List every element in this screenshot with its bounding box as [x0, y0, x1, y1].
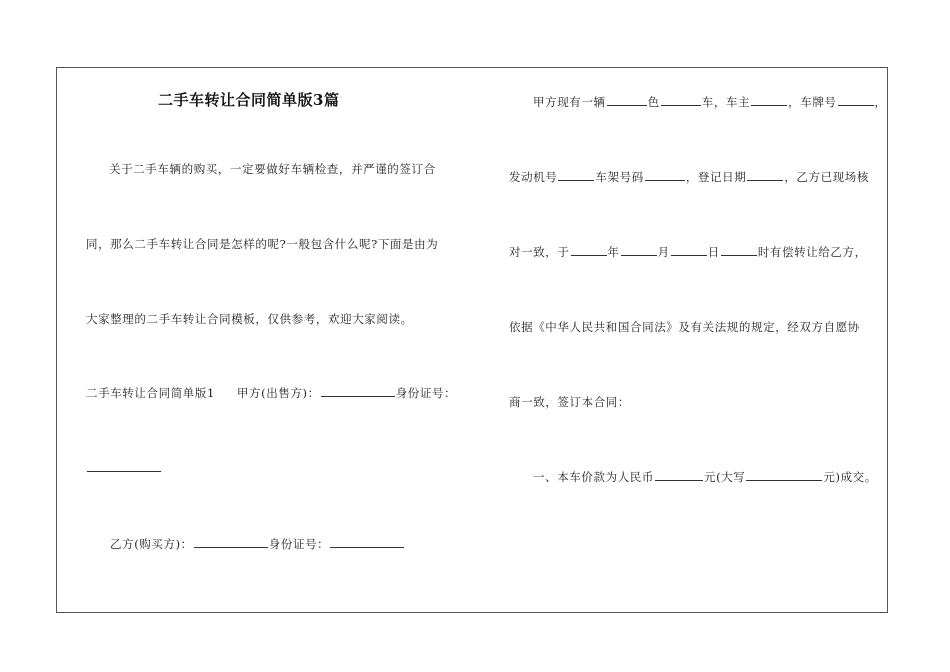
party-b-id-blank[interactable]: [330, 536, 404, 548]
frame-number-blank[interactable]: [645, 169, 685, 181]
party-a-id-label: 身份证号：: [395, 386, 457, 400]
price-clause-line: [533, 469, 877, 484]
text-segment: 元(大写: [704, 470, 746, 484]
price-amount-blank[interactable]: [655, 469, 703, 481]
party-b-name-blank[interactable]: [194, 536, 268, 548]
registration-date-blank[interactable]: [747, 169, 783, 181]
vehicle-info-line-1: [533, 94, 887, 109]
month-blank[interactable]: [621, 244, 657, 256]
year-blank[interactable]: [571, 244, 607, 256]
text-segment: ，: [874, 95, 887, 109]
price-uppercase-blank[interactable]: [746, 469, 822, 481]
text-segment: 日: [707, 245, 720, 259]
text-segment: 月: [657, 245, 670, 259]
text-segment: 甲方现有一辆: [533, 95, 606, 109]
party-b-line: [110, 536, 405, 551]
text-segment: 对一致，于: [509, 245, 570, 259]
owner-blank[interactable]: [751, 94, 787, 106]
page-frame: [56, 67, 888, 613]
party-a-id-blank[interactable]: [87, 460, 161, 472]
party-a-name-blank[interactable]: [321, 385, 395, 397]
intro-line-1: 关于二手车辆的购买，一定要做好车辆检查，并严谨的签订合: [109, 162, 436, 176]
party-a-line: [86, 385, 456, 400]
party-a-label: 甲方(出售方)：: [236, 386, 320, 400]
text-segment: 车，车主: [701, 95, 751, 109]
vehicle-info-line-2: [509, 169, 869, 184]
color-blank[interactable]: [607, 94, 647, 106]
intro-line-3: 大家整理的二手车转让合同模板，仅供参考，欢迎大家阅读。: [86, 312, 413, 326]
legal-basis-line: 依据《中华人民共和国合同法》及有关法规的规定，经双方自愿协: [509, 320, 860, 334]
party-b-id-label: 身份证号：: [268, 537, 330, 551]
plate-number-blank[interactable]: [838, 94, 874, 106]
text-segment: ，乙方已现场核: [784, 170, 870, 184]
party-b-label: 乙方(购买方)：: [110, 537, 193, 551]
document-title: 二手车转让合同简单版3篇: [158, 91, 340, 109]
text-segment: ，登记日期: [685, 170, 747, 184]
text-segment: 发动机号: [509, 170, 558, 184]
transfer-date-line: [509, 244, 867, 259]
text-segment: 时有偿转让给乙方，: [757, 245, 867, 259]
party-a-id-line: [86, 460, 162, 475]
vehicle-type-blank[interactable]: [661, 94, 701, 106]
agreement-line: 商一致，签订本合同：: [509, 395, 630, 409]
day-blank[interactable]: [671, 244, 707, 256]
text-segment: 车架号码: [595, 170, 644, 184]
text-segment: ，车牌号: [788, 95, 837, 109]
contract-heading-ref: 二手车转让合同简单版1: [86, 386, 215, 400]
text-segment: 一、本车价款为人民币: [533, 470, 654, 484]
text-segment: 元)成交。: [823, 470, 877, 484]
engine-number-blank[interactable]: [558, 169, 594, 181]
text-segment: 色: [647, 95, 660, 109]
text-segment: 年: [607, 245, 620, 259]
intro-line-2: 同，那么二手车转让合同是怎样的呢?一般包含什么呢?下面是由为: [86, 237, 439, 251]
hour-blank[interactable]: [721, 244, 757, 256]
